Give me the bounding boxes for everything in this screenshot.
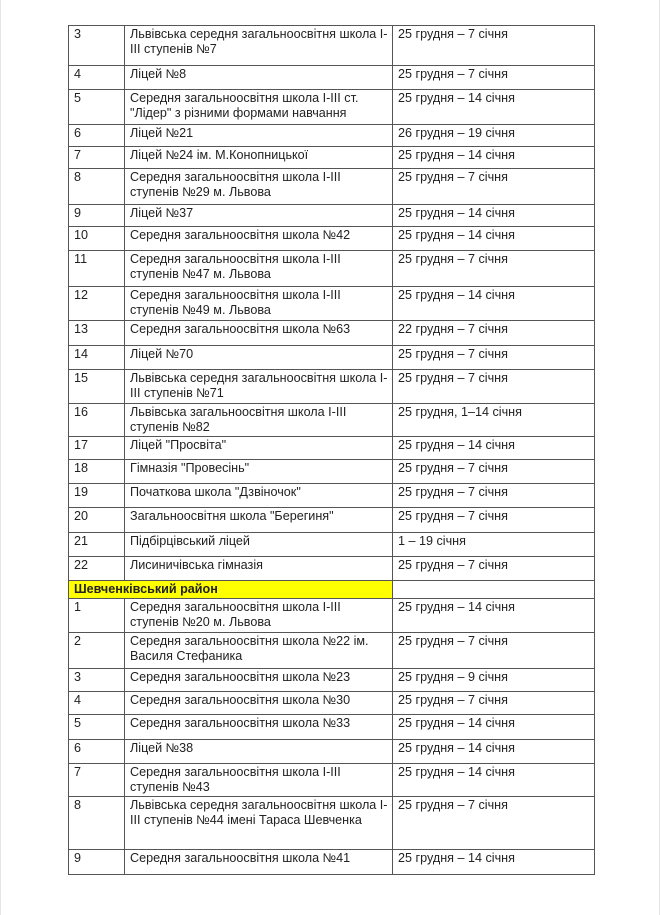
table-row bbox=[69, 26, 595, 66]
school-name: Початкова школа "Дзвіночок" bbox=[125, 484, 393, 508]
district-name: Шевченківський район bbox=[69, 581, 393, 599]
row-number: 20 bbox=[69, 508, 125, 533]
school-name: Середня загальноосвітня школа І-ІІІ ст. "Лідер" з різними формами навчання bbox=[125, 90, 393, 125]
table-row bbox=[69, 287, 595, 321]
school-name: Середня загальноосвітня школа №30 bbox=[125, 692, 393, 715]
holiday-dates: 25 грудня – 7 січня bbox=[393, 26, 595, 66]
holiday-dates: 25 грудня – 7 січня bbox=[393, 460, 595, 484]
holiday-dates: 25 грудня – 14 січня bbox=[393, 599, 595, 633]
table-row bbox=[69, 740, 595, 764]
table-row bbox=[69, 125, 595, 147]
school-name: Львівська середня загальноосвітня школа І-ІІІ ступенів №44 імені Тараса Шевченка bbox=[125, 797, 393, 850]
school-name: Ліцей №70 bbox=[125, 346, 393, 370]
holiday-dates: 25 грудня – 14 січня bbox=[393, 764, 595, 797]
school-name: Ліцей №21 bbox=[125, 125, 393, 147]
holiday-dates: 25 грудня – 14 січня bbox=[393, 205, 595, 227]
row-number: 8 bbox=[69, 169, 125, 205]
table-row bbox=[69, 508, 595, 533]
table-row bbox=[69, 205, 595, 227]
school-name: Середня загальноосвітня школа І-ІІІ ступенів №29 м. Львова bbox=[125, 169, 393, 205]
row-number: 6 bbox=[69, 125, 125, 147]
table-body-top bbox=[69, 26, 595, 581]
holiday-dates: 25 грудня – 7 січня bbox=[393, 797, 595, 850]
table-row bbox=[69, 484, 595, 508]
district-blank-cell bbox=[393, 581, 595, 599]
district-section bbox=[69, 581, 595, 599]
row-number: 15 bbox=[69, 370, 125, 404]
row-number: 9 bbox=[69, 850, 125, 875]
holiday-dates: 25 грудня – 7 січня bbox=[393, 169, 595, 205]
row-number: 10 bbox=[69, 227, 125, 251]
holiday-dates: 25 грудня – 7 січня bbox=[393, 484, 595, 508]
table-row bbox=[69, 370, 595, 404]
table-row bbox=[69, 599, 595, 633]
holiday-dates: 25 грудня – 14 січня bbox=[393, 287, 595, 321]
school-name: Львівська загальноосвітня школа І-ІІІ ступенів №82 bbox=[125, 404, 393, 437]
school-name: Гімназія "Провесінь" bbox=[125, 460, 393, 484]
table-body-bottom bbox=[69, 599, 595, 875]
school-name: Середня загальноосвітня школа №23 bbox=[125, 669, 393, 692]
school-name: Середня загальноосвітня школа №33 bbox=[125, 715, 393, 740]
row-number: 22 bbox=[69, 557, 125, 581]
holiday-dates: 25 грудня – 7 січня bbox=[393, 251, 595, 287]
holiday-dates: 25 грудня – 9 січня bbox=[393, 669, 595, 692]
school-name: Львівська середня загальноосвітня школа І-ІІІ ступенів №71 bbox=[125, 370, 393, 404]
school-name: Ліцей №37 bbox=[125, 205, 393, 227]
school-name: Середня загальноосвітня школа №22 ім. Василя Стефаника bbox=[125, 633, 393, 669]
school-holidays-table bbox=[68, 25, 595, 875]
table-row bbox=[69, 692, 595, 715]
table-row bbox=[69, 764, 595, 797]
row-number: 16 bbox=[69, 404, 125, 437]
row-number: 11 bbox=[69, 251, 125, 287]
row-number: 13 bbox=[69, 321, 125, 346]
holiday-dates: 25 грудня – 14 січня bbox=[393, 90, 595, 125]
holiday-dates: 25 грудня – 14 січня bbox=[393, 740, 595, 764]
school-name: Лисиничівська гімназія bbox=[125, 557, 393, 581]
table-row bbox=[69, 850, 595, 875]
school-name: Підбірцівський ліцей bbox=[125, 533, 393, 557]
holiday-dates: 25 грудня – 7 січня bbox=[393, 66, 595, 90]
row-number: 8 bbox=[69, 797, 125, 850]
row-number: 1 bbox=[69, 599, 125, 633]
row-number: 2 bbox=[69, 633, 125, 669]
school-name: Середня загальноосвітня школа №63 bbox=[125, 321, 393, 346]
table-row bbox=[69, 169, 595, 205]
school-name: Загальноосвітня школа "Берегиня" bbox=[125, 508, 393, 533]
holiday-dates: 25 грудня – 14 січня bbox=[393, 227, 595, 251]
holiday-dates: 1 – 19 січня bbox=[393, 533, 595, 557]
holiday-dates: 22 грудня – 7 січня bbox=[393, 321, 595, 346]
table-row bbox=[69, 227, 595, 251]
school-name: Ліцей "Просвіта" bbox=[125, 437, 393, 460]
row-number: 14 bbox=[69, 346, 125, 370]
school-name: Середня загальноосвітня школа І-ІІІ ступенів №49 м. Львова bbox=[125, 287, 393, 321]
school-name: Львівська середня загальноосвітня школа І-ІІІ ступенів №7 bbox=[125, 26, 393, 66]
table-row bbox=[69, 460, 595, 484]
holiday-dates: 25 грудня – 7 січня bbox=[393, 557, 595, 581]
holiday-dates: 25 грудня – 7 січня bbox=[393, 633, 595, 669]
row-number: 3 bbox=[69, 26, 125, 66]
row-number: 6 bbox=[69, 740, 125, 764]
holiday-dates: 25 грудня – 14 січня bbox=[393, 147, 595, 169]
table-row bbox=[69, 346, 595, 370]
table-row bbox=[69, 321, 595, 346]
table-row bbox=[69, 797, 595, 850]
holiday-dates: 25 грудня – 7 січня bbox=[393, 370, 595, 404]
school-name: Середня загальноосвітня школа №42 bbox=[125, 227, 393, 251]
row-number: 3 bbox=[69, 669, 125, 692]
holiday-dates: 25 грудня, 1–14 січня bbox=[393, 404, 595, 437]
district-row bbox=[69, 581, 595, 599]
row-number: 18 bbox=[69, 460, 125, 484]
holiday-dates: 25 грудня – 14 січня bbox=[393, 715, 595, 740]
row-number: 4 bbox=[69, 692, 125, 715]
school-name: Ліцей №8 bbox=[125, 66, 393, 90]
row-number: 5 bbox=[69, 715, 125, 740]
table-row bbox=[69, 669, 595, 692]
row-number: 21 bbox=[69, 533, 125, 557]
table-row bbox=[69, 90, 595, 125]
row-number: 7 bbox=[69, 147, 125, 169]
school-name: Ліцей №38 bbox=[125, 740, 393, 764]
row-number: 9 bbox=[69, 205, 125, 227]
table-row bbox=[69, 404, 595, 437]
holiday-dates: 25 грудня – 7 січня bbox=[393, 692, 595, 715]
school-name: Середня загальноосвітня школа І-ІІІ ступенів №43 bbox=[125, 764, 393, 797]
holiday-dates: 25 грудня – 7 січня bbox=[393, 346, 595, 370]
holiday-dates: 25 грудня – 7 січня bbox=[393, 508, 595, 533]
row-number: 17 bbox=[69, 437, 125, 460]
row-number: 12 bbox=[69, 287, 125, 321]
school-name: Середня загальноосвітня школа І-ІІІ ступенів №47 м. Львова bbox=[125, 251, 393, 287]
table-row bbox=[69, 715, 595, 740]
school-name: Ліцей №24 ім. М.Конопницької bbox=[125, 147, 393, 169]
table-row bbox=[69, 251, 595, 287]
school-name: Середня загальноосвітня школа №41 bbox=[125, 850, 393, 875]
table-row bbox=[69, 633, 595, 669]
holiday-dates: 25 грудня – 14 січня bbox=[393, 437, 595, 460]
school-name: Середня загальноосвітня школа І-ІІІ ступенів №20 м. Львова bbox=[125, 599, 393, 633]
table-row bbox=[69, 437, 595, 460]
table-row bbox=[69, 533, 595, 557]
row-number: 5 bbox=[69, 90, 125, 125]
row-number: 19 bbox=[69, 484, 125, 508]
row-number: 4 bbox=[69, 66, 125, 90]
row-number: 7 bbox=[69, 764, 125, 797]
holiday-dates: 26 грудня – 19 січня bbox=[393, 125, 595, 147]
table-row bbox=[69, 147, 595, 169]
holiday-dates: 25 грудня – 14 січня bbox=[393, 850, 595, 875]
table-row bbox=[69, 557, 595, 581]
table-row bbox=[69, 66, 595, 90]
